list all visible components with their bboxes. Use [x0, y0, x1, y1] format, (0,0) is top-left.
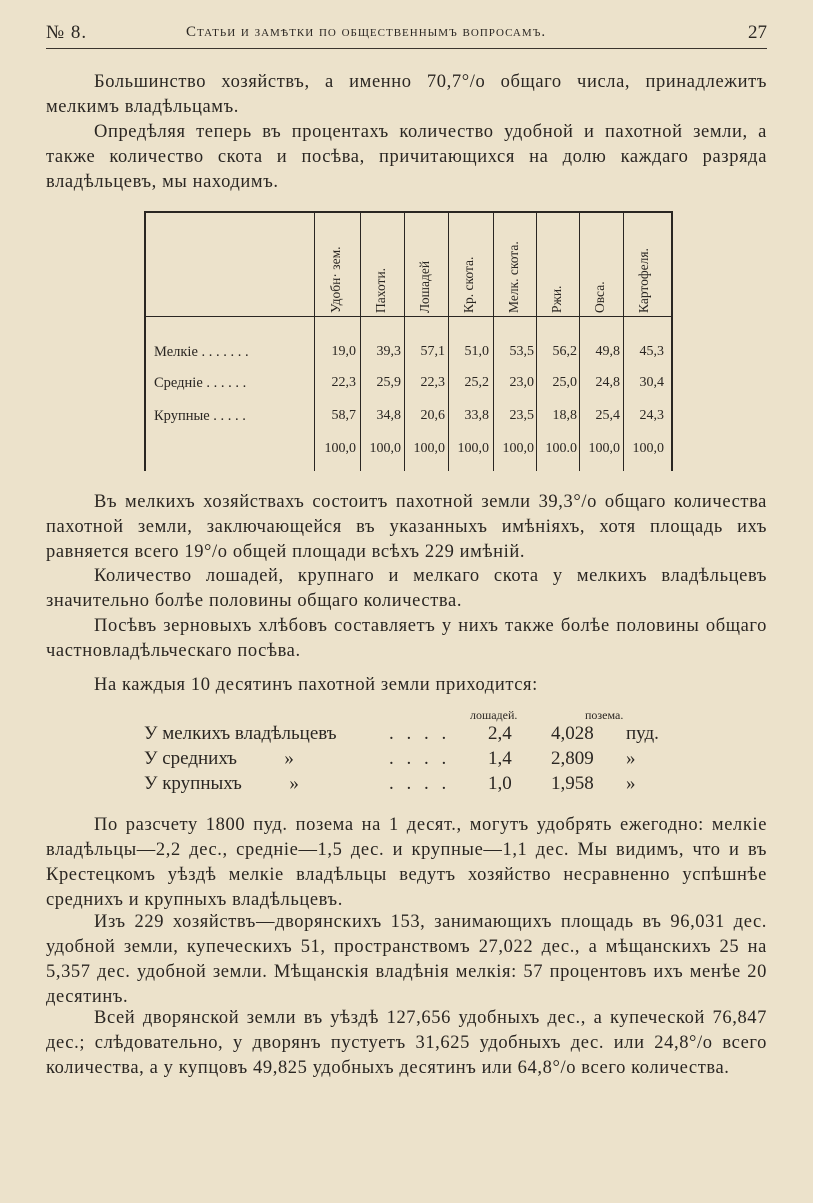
table-cell: 22,3: [420, 375, 445, 390]
table-cell: 53,5: [509, 344, 534, 359]
table-cell: 25,9: [376, 375, 401, 390]
table-cell: 18,8: [552, 408, 577, 423]
table-cell: 30,4: [639, 375, 664, 390]
paragraph: Всей дворянской земли въ уѣздѣ 127,656 удобныхъ дес., а купеческой 76,847 дес.; слѣдовательно, у дворянъ пустуетъ 31,625 удобныхъ дес. или 24,8°/o всего количества, а у купцовъ 49,825 удобныхъ десятинъ или 64,8°/o всего количества.: [46, 1008, 767, 1078]
table-cell: 24,8: [595, 375, 620, 390]
table-cell: 100,0: [457, 441, 489, 456]
table-cell: 100,0: [588, 441, 620, 456]
table-cell: 25,0: [552, 375, 577, 390]
table-cell: 100,0: [369, 441, 401, 456]
paragraph: Въ мелкихъ хозяйствахъ состоитъ пахотной земли 39,3°/o общаго количества пахотной земли, заключающейся въ указанныхъ имѣніяхъ, хотя площадь ихъ равняется всего 19°/o общей площади всѣхъ 229 имѣній.: [46, 492, 767, 562]
table-cell: 100,0: [632, 441, 664, 456]
row-label: Крупные . . . . .: [154, 408, 246, 424]
header-rule: [46, 48, 767, 49]
table-cell: 39,3: [376, 344, 401, 359]
table-cell: 20,6: [420, 408, 445, 423]
table-cell: 100,0: [502, 441, 534, 456]
table-cell: 57,1: [420, 344, 445, 359]
paragraph: Посѣвъ зерновыхъ хлѣбовъ составляетъ у нихъ также болѣе половины общаго частновладѣльческаго посѣва.: [46, 616, 767, 661]
table-cell: 25,4: [595, 408, 620, 423]
running-title: Статьи и замѣтки по общественнымъ вопросамъ.: [186, 24, 547, 40]
paragraph: На каждыя 10 десятинъ пахотной земли приходится:: [94, 675, 538, 695]
table-cell: 33,8: [464, 408, 489, 423]
paragraph: Количество лошадей, крупнаго и мелкаго скота у мелкихъ владѣльцевъ значительно болѣе половины общаго количества.: [46, 566, 767, 611]
row-label: Средніе . . . . . .: [154, 375, 247, 391]
table-cell: 24,3: [639, 408, 664, 423]
paragraph: Опредѣляя теперь въ процентахъ количество удобной и пахотной земли, а также количество скота и посѣва, причитающихся на долю каждаго разряда владѣльцевъ, мы находимъ.: [46, 122, 767, 192]
table-cell: 100,0: [413, 441, 445, 456]
page-number: 27: [748, 22, 767, 43]
table-cell: 58,7: [331, 408, 356, 423]
table-cell: 100.0: [545, 441, 577, 456]
table-cell: 23,0: [509, 375, 534, 390]
column-header: Удобн· зем.: [328, 246, 343, 313]
column-header: Мелк. скота.: [506, 241, 521, 313]
table-cell: 49,8: [595, 344, 620, 359]
column-header: Ржи.: [549, 285, 564, 313]
table-cell: 34,8: [376, 408, 401, 423]
paragraph: Большинство хозяйствъ, а именно 70,7°/o общаго числа, принадлежитъ мелкимъ владѣльцамъ.: [46, 72, 767, 117]
page-header: [46, 22, 767, 48]
column-header: Овса.: [592, 281, 607, 313]
table-cell: 23,5: [509, 408, 534, 423]
column-header: Кр. скота.: [461, 256, 476, 313]
paragraph: Изъ 229 хозяйствъ—дворянскихъ 153, занимающихъ площадь въ 96,031 дес. удобной земли, купеческихъ 51, пространствомъ 27,022 дес., а мѣщанскихъ 25 на 5,357 дес. удобной земли. Мѣщанскія владѣнія мелкія: 57 процентовъ ихъ менѣе 20 десятинъ.: [46, 912, 767, 1007]
column-header: лошадей.: [470, 708, 518, 722]
table-cell: 45,3: [639, 344, 664, 359]
column-header: позема.: [585, 708, 624, 722]
issue-number: № 8.: [46, 22, 88, 43]
row-label: Мелкіе . . . . . . .: [154, 344, 249, 360]
column-header: Картофеля.: [636, 248, 651, 313]
table-cell: 22,3: [331, 375, 356, 390]
table-cell: 56,2: [552, 344, 577, 359]
table-row: У среднихъ » . . . . 1,4 2,809 »: [144, 748, 636, 769]
table-row: У мелкихъ владѣльцевъ . . . . 2,4 4,028 пуд.: [144, 723, 659, 744]
ratio-table: [144, 708, 674, 798]
column-header: Лошадей: [417, 260, 432, 313]
table-cell: 100,0: [324, 441, 356, 456]
column-header: Пахоти.: [373, 267, 388, 313]
statistics-table: [144, 211, 673, 471]
table-cell: 25,2: [464, 375, 489, 390]
table-cell: 19,0: [331, 344, 356, 359]
table-cell: 51,0: [464, 344, 489, 359]
table-row: У крупныхъ » . . . . 1,0 1,958 »: [144, 773, 636, 794]
paragraph: По разсчету 1800 пуд. позема на 1 десят., могутъ удобрять ежегодно: мелкіе владѣльцы—2,2 дес., средніе—1,5 дес. и крупные—1,1 дес. Мы видимъ, что и въ Крестецкомъ уѣздѣ мелкіе владѣльцы ведутъ хозяйство несравненно успѣшнѣе среднихъ и крупныхъ владѣльцевъ.: [46, 815, 767, 910]
